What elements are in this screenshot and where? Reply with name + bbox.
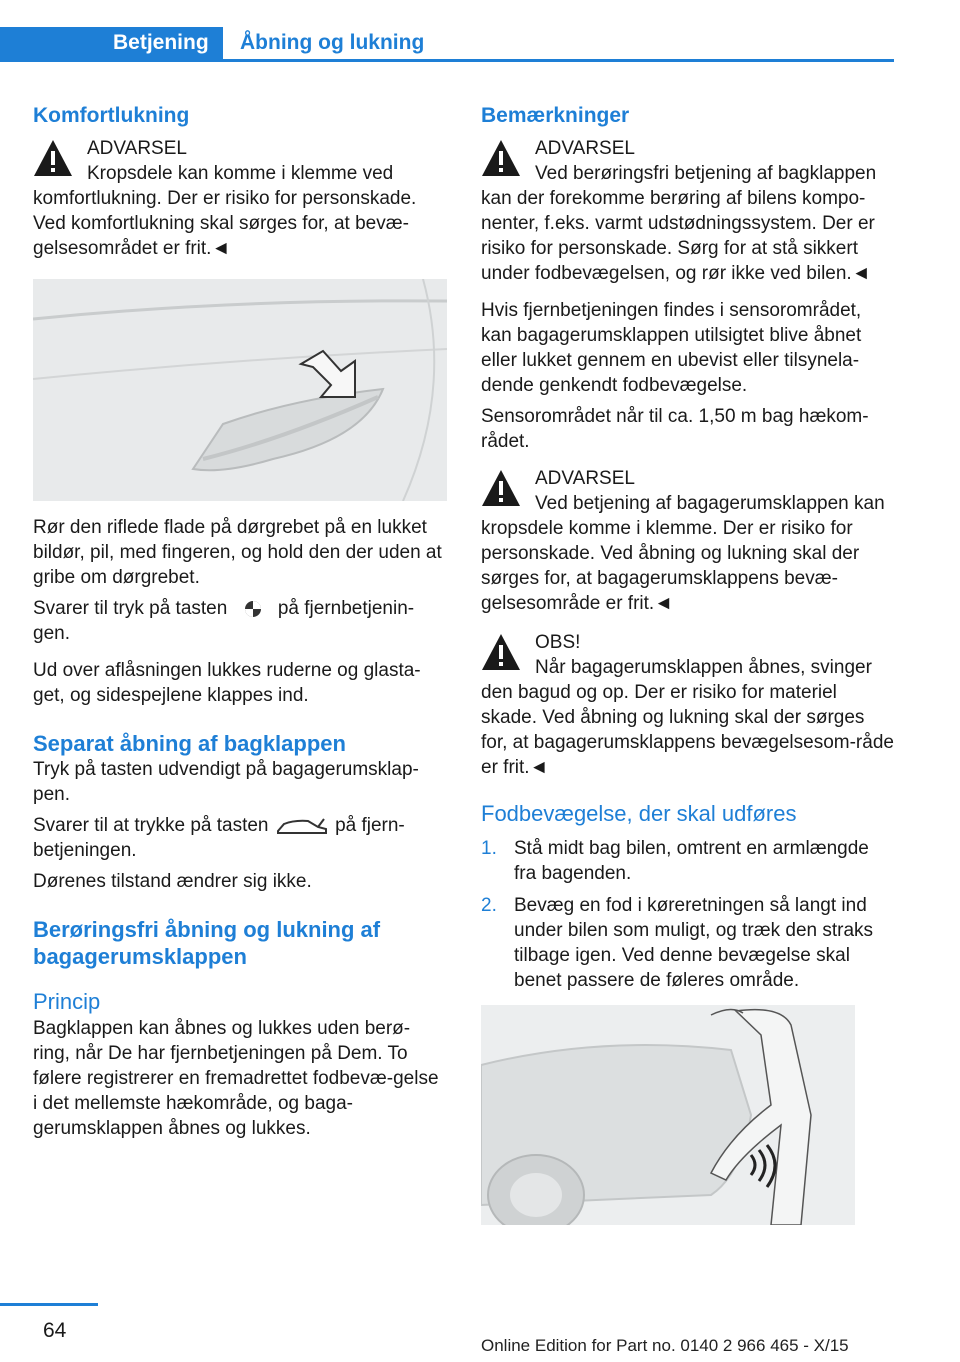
caution-text: Når bagagerumsklappen åbnes, svinger den bagud og op. Der er risiko for materiel skade. Ved åbning og lukning skal der sørges for, at bagagerumsklappens bevægelsesom‐råde er frit.◄ (481, 657, 894, 778)
foot-sensor-image (481, 1005, 855, 1225)
page-number: 64 (43, 1319, 67, 1342)
warning-text: Ved betjening af bagagerumsklappen kan kropsdele komme i klemme. Der er risiko for personskade. Ved åbning og lukning skal der sørges for, at bagagerumsklappens bevæ‐gelsesområde er frit.◄ (481, 493, 885, 614)
step-number: 2. (481, 895, 497, 916)
para-key-equivalent (33, 596, 447, 646)
heading-bemaerkninger: Bemærkninger (481, 104, 630, 127)
warning-text: Kropsdele kan komme i klemme ved komfortlukning. Der er risiko for personskade. Ved komfortlukning skal sørges for, at bevæ‐gelsesområdet er frit.◄ (33, 163, 417, 259)
step-text: Bevæg en fod i køreretningen så langt ind under bilen som muligt, og træk den straks tilbage igen. Ved denne bevægelse skal benet passere de føleres område. (514, 895, 874, 991)
heading-princip: Princip (33, 989, 101, 1014)
warning-block-2 (481, 136, 895, 286)
warning-triangle-icon (33, 138, 73, 178)
bmw-key-icon (233, 598, 273, 620)
para-key-text-a: Svarer til tryk på tasten (33, 598, 228, 619)
warning-triangle-icon (481, 138, 521, 178)
heading-fodbevaegelse: Fodbevægelse, der skal udføres (481, 801, 797, 826)
para-key-text-b: på fjernbetjenin‐gen. (33, 598, 415, 644)
warning-text: Ved berøringsfri betjening af bagklappen kan der forekomme berøring af bilens kompo‐nenter, f.eks. varmt udstødningssystem. Der er risiko for personskade. Sørg for at stå sikkert under fodbevægelsen, og rør ikke ved bilen.◄ (481, 163, 877, 284)
para-princip: Bagklappen kan åbnes og lukkes uden berø‐ring, når De har fjernbetjeningen på Dem. To følere registrerer en fremadrettet fodbevæ‐gelse i det mellemste hækområde, og baga‐gerumsklappen åbnes og lukkes. (33, 1018, 439, 1139)
header-rule (0, 59, 894, 62)
caution-label: OBS! (535, 632, 581, 653)
footer-edition: Online Edition for Part no. 0140 2 966 465 - X/15 (481, 1336, 849, 1355)
door-handle-image (33, 279, 447, 501)
step-text: Stå midt bag bilen, omtrent en armlængde fra bagenden. (514, 838, 869, 884)
warning-label: ADVARSEL (87, 138, 187, 159)
warning-block-1 (33, 136, 447, 261)
page-header (0, 0, 894, 62)
para-separat: Tryk på tasten udvendigt på bagagerumsklap‐pen. (33, 759, 419, 805)
warning-triangle-icon (481, 468, 521, 508)
warning-label: ADVARSEL (535, 468, 635, 489)
footer-rule (0, 1303, 98, 1306)
left-column (33, 102, 447, 1141)
heading-separat: Separat åbning af bagklappen (33, 731, 346, 756)
heading-beroringsfri: Berøringsfri åbning og lukning af bagagerumsklappen (33, 917, 381, 969)
warning-label: ADVARSEL (535, 138, 635, 159)
list-item (481, 893, 895, 993)
caution-triangle-icon (481, 632, 521, 672)
para-key2-text-b: på fjern‐betjeningen. (33, 815, 405, 861)
door-handle-illustration (33, 279, 447, 501)
foot-sensor-illustration (481, 1005, 855, 1225)
para-key2-text-a: Svarer til at trykke på tasten (33, 815, 269, 836)
para-windows: Ud over aflåsningen lukkes ruderne og glasta‐get, og sidespejlene klappes ind. (33, 660, 421, 706)
para-key2 (33, 813, 447, 863)
heading-komfortlukning: Komfortlukning (33, 104, 190, 127)
right-column (481, 102, 895, 1225)
header-section-tab[interactable]: Betjening (0, 27, 223, 59)
warning-block-3 (481, 466, 895, 616)
steps-list (481, 836, 895, 993)
step-number: 1. (481, 838, 497, 859)
list-item (481, 836, 895, 886)
para-doors: Dørenes tilstand ændrer sig ikke. (33, 871, 312, 892)
para-sensor-range: Sensorområdet når til ca. 1,50 m bag hækom‐rådet. (481, 406, 869, 452)
header-subsection-tab[interactable]: Åbning og lukning (240, 31, 425, 54)
para-touch-handle: Rør den riflede flade på dørgrebet på en lukket bildør, pil, med fingeren, og hold den der uden at gribe om dørgrebet. (33, 517, 442, 588)
tailgate-key-icon (274, 815, 330, 837)
para-remote-sensor: Hvis fjernbetjeningen findes i sensorområdet, kan bagagerumsklappen utilsigtet blive åbnet eller lukket gennem en ubevist eller tilsynela‐dende genkendt fodbevægelse. (481, 300, 862, 396)
caution-block (481, 630, 895, 780)
